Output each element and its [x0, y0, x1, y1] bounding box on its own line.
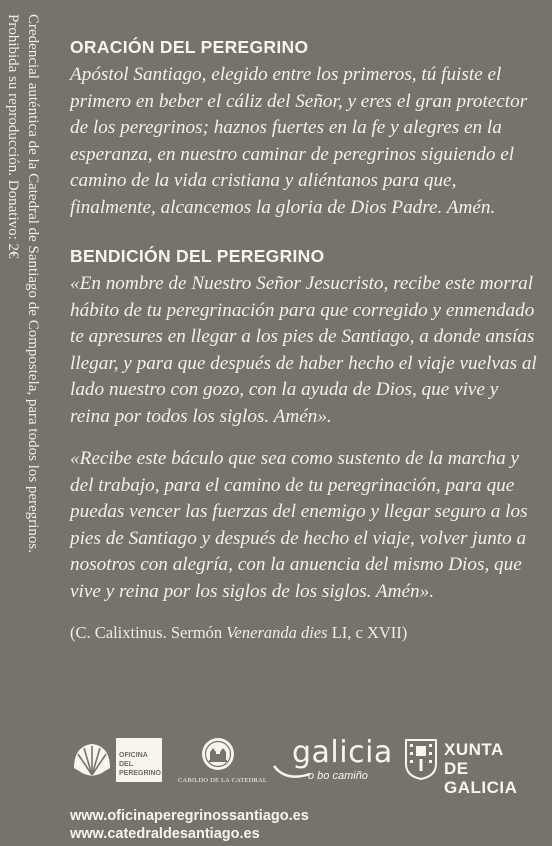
cabildo-logo: [178, 736, 268, 786]
oficina-box: [116, 738, 162, 782]
bendicion-paragraph-2: «Recibe este báculo que sea como sustento de la marcha y del trabajo, para el camino de tu peregrinación, para que puedas vencer las fuerzas del enemigo y llegar seguro a los pies de Santiago y después de hecho el viaje, volver junto a nosotros con alegría, con la anuencia del mismo Dios, que vive y reina por los siglos de los siglos. Amén».: [70, 448, 528, 602]
side-notice-line2: Prohibida su reproducción. Donativo: 2€: [5, 14, 21, 259]
swoosh-icon: [272, 762, 312, 782]
galicia-shield-icon: [404, 736, 438, 780]
oracion-body: Apóstol Santiago, elegido entre los primeros, tú fuiste el primero en beber el cáliz del Señor, y eres el gran protector de los peregrinos; haznos fuertes en la fe y alegres en la esperanza, en nuestro caminar de peregrinos siguiendo el camino de la vida cristiana y aliéntanos para que, finalmente, alcancemos la gloria de Dios Padre. Amén.: [70, 64, 528, 218]
url-oficina-link[interactable]: www.oficinaperegrinossantiago.es: [70, 808, 309, 824]
side-notice: [0, 14, 43, 804]
scallop-shell-icon: [70, 738, 114, 782]
galicia-word: galicia: [292, 735, 393, 770]
logo-strip: [0, 730, 552, 797]
citation-suffix: LI, c XVII): [327, 623, 408, 642]
xunta-logo: [404, 736, 544, 797]
bendicion-title: BENDICIÓN DEL PEREGRINO: [70, 246, 325, 266]
url-block: [70, 808, 309, 843]
cathedral-seal-icon: [200, 736, 236, 772]
citation-prefix: (C. Calixtinus. Sermón: [70, 623, 227, 642]
main-content: [70, 36, 542, 644]
oficina-logo: [70, 738, 164, 782]
url-catedral-link[interactable]: www.catedraldesantiago.es: [70, 825, 260, 842]
oficina-line2: PEREGRINO: [119, 770, 162, 777]
citation: [70, 622, 542, 644]
cabildo-caption: CABILDO DE LA CATEDRAL: [178, 777, 268, 784]
side-notice-line1: Credencial auténtica de la Catedral de Santiago de Compostela, para todos los peregrinos.: [25, 14, 41, 553]
galicia-tagline: o bo camiño: [308, 770, 368, 782]
xunta-line1: XUNTA: [444, 740, 504, 759]
bendicion-paragraph-1: «En nombre de Nuestro Señor Jesucristo, recibe este morral hábito de tu peregrinación para que corregido y enmendado te apresures en llegar a los pies de Santiago, a donde ansías llegar, y para que después de haber hecho el viaje vuelvas al lado nuestro con gozo, con la ayuda de Dios, que vive y reina por todos los siglos. Amén».: [70, 273, 537, 427]
galicia-logo: [272, 734, 393, 786]
oficina-line1: OFICINA DEL: [119, 752, 148, 768]
xunta-line2: DE GALICIA: [444, 759, 518, 797]
citation-italic: Veneranda dies: [226, 623, 328, 642]
oracion-title: ORACIÓN DEL PEREGRINO: [70, 37, 309, 57]
